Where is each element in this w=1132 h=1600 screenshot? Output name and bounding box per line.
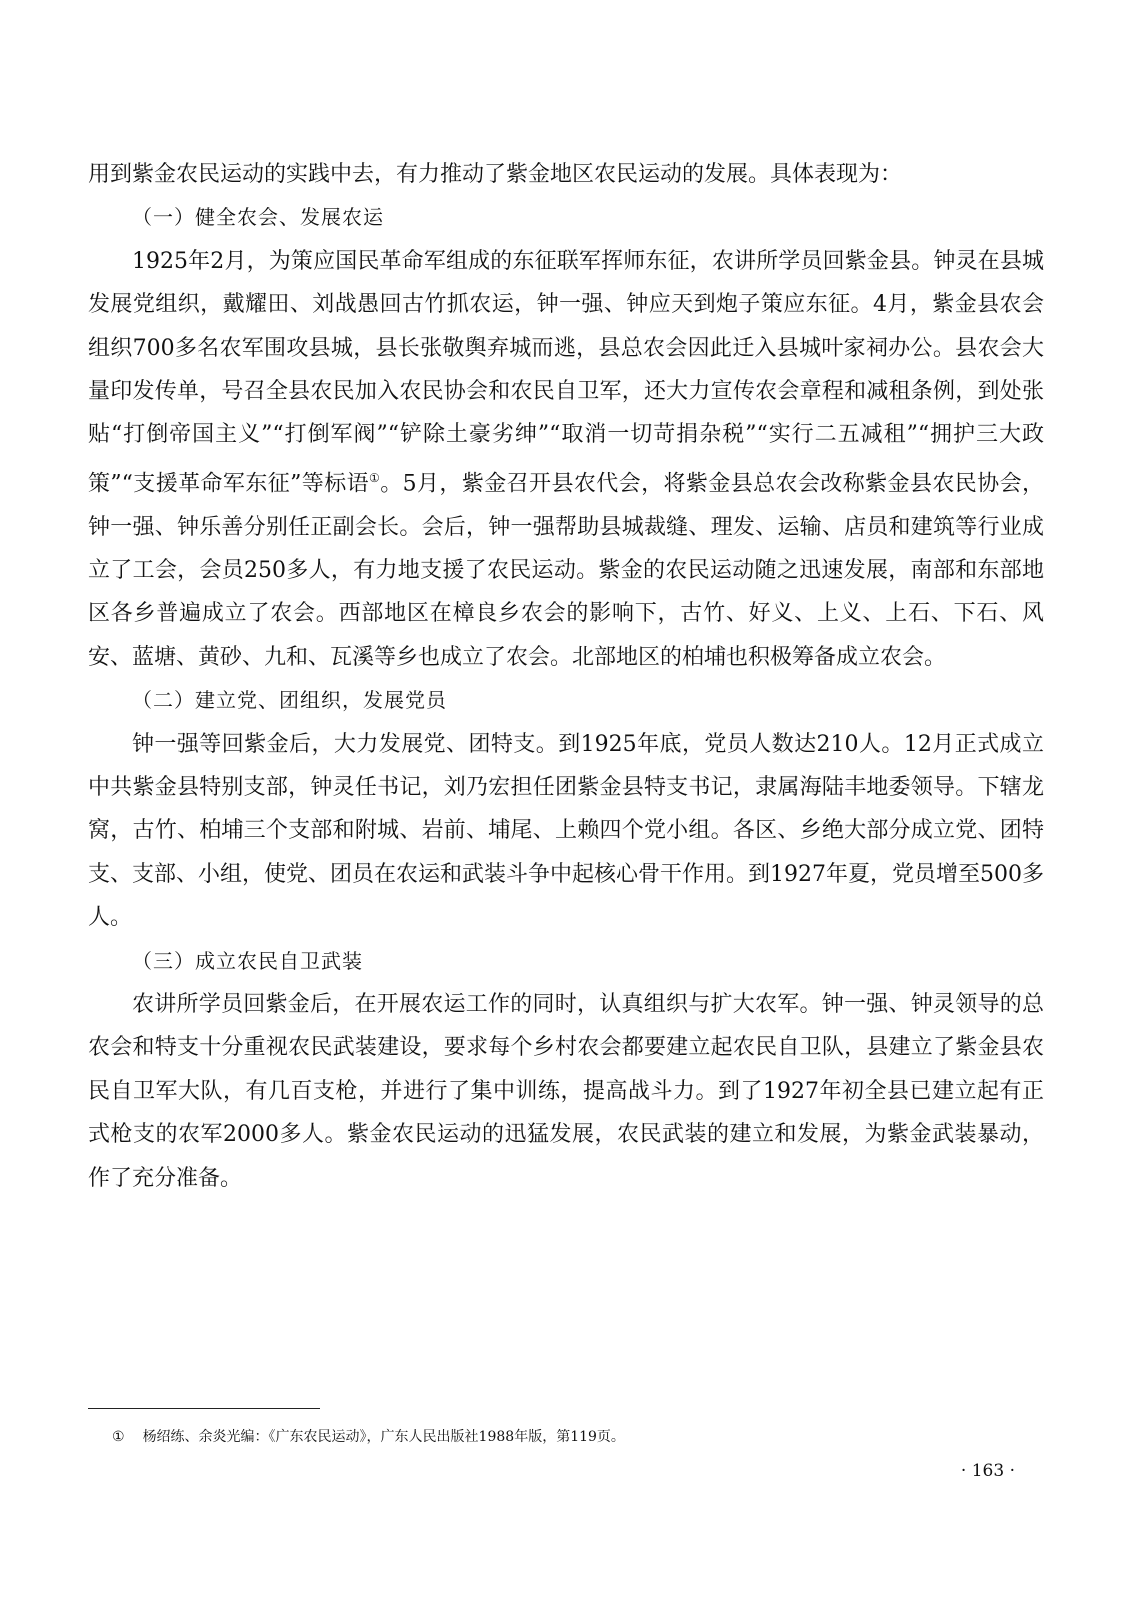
paragraph-1-text: 1925年2月，为策应国民革命军组成的东征联军挥师东征，农讲所学员回紫金县。钟灵在县城发展党组织，戴耀田、刘战愚回古竹抓农运，钟一强、钟应天到炮子策应东征。4月，紫金县农会组织700多名农军围攻县城，县长张敬舆弃城而逃，县总农会因此迁入县城叶家祠办公。县农会大量印发传单，号召全县农民加入农民协会和农民自卫军，还大力宣传农会章程和减租条例，到处张贴“打倒帝国主义”“打倒军阀”“铲除土豪劣绅”“取消一切苛捐杂税”“实行二五减租”“拥护三大政策”“支援革命军东征”等标语 (88, 248, 1044, 497)
footnote-divider (88, 1408, 320, 1409)
paragraph-2: 钟一强等回紫金后，大力发展党、团特支。到1925年底，党员人数达210人。12月正式成立中共紫金县特别支部，钟灵任书记，刘乃宏担任团紫金县特支书记，隶属海陆丰地委领导。下辖龙窝，古竹、柏埔三个支部和附城、岩前、埔尾、上赖四个党小组。各区、乡绝大部分成立党、团特支、支部、小组，使党、团员在农运和武装斗争中起核心骨干作用。到1927年夏，党员增至500多人。 (88, 731, 1044, 931)
paragraph-3: 农讲所学员回紫金后，在开展农运工作的同时，认真组织与扩大农军。钟一强、钟灵领导的总农会和特支十分重视农民武装建设，要求每个乡村农会都要建立起农民自卫队，县建立了紫金县农民自卫军大队，有几百支枪，并进行了集中训练，提高战斗力。到了1927年初全县已建立起有正式枪支的农军2000多人。紫金农民运动的迅猛发展，农民武装的建立和发展，为紫金武装暴动，作了充分准备。 (88, 992, 1044, 1191)
footnote-mark: ① (112, 1429, 125, 1445)
page-number: · 163 · (960, 1461, 1015, 1481)
intro-paragraph: 用到紫金农民运动的实践中去，有力推动了紫金地区农民运动的发展。具体表现为： (88, 162, 903, 187)
body-text (88, 153, 1044, 1200)
paragraph-1 (88, 240, 1044, 679)
paragraph-1-text-cont: 。5月，紫金召开县农代会，将紫金县总农会改称紫金县农民协会，钟一强、钟乐善分别任正副会长。会后，钟一强帮助县城裁缝、理发、运输、店员和建筑等行业成立了工会，会员250多人，有力地支援了农民运动。紫金的农民运动随之迅速发展，南部和东部地区各乡普遍成立了农会。西部地区在樟良乡农会的影响下，古竹、好义、上义、上石、下石、风安、蓝塘、黄砂、九和、瓦溪等乡也成立了农会。北部地区的柏埔也积极筹备成立农会。 (88, 471, 1044, 670)
section-heading-3: （三）成立农民自卫武装 (132, 948, 363, 973)
section-heading-1: （一）健全农会、发展农运 (132, 205, 384, 230)
footnote-ref[interactable]: ① (369, 470, 381, 485)
footnote-text: 杨绍练、余炎光编：《广东农民运动》，广东人民出版社1988年版，第119页。 (142, 1429, 625, 1445)
footnote (112, 1427, 1012, 1447)
section-heading-2: （二）建立党、团组织，发展党员 (132, 688, 447, 713)
